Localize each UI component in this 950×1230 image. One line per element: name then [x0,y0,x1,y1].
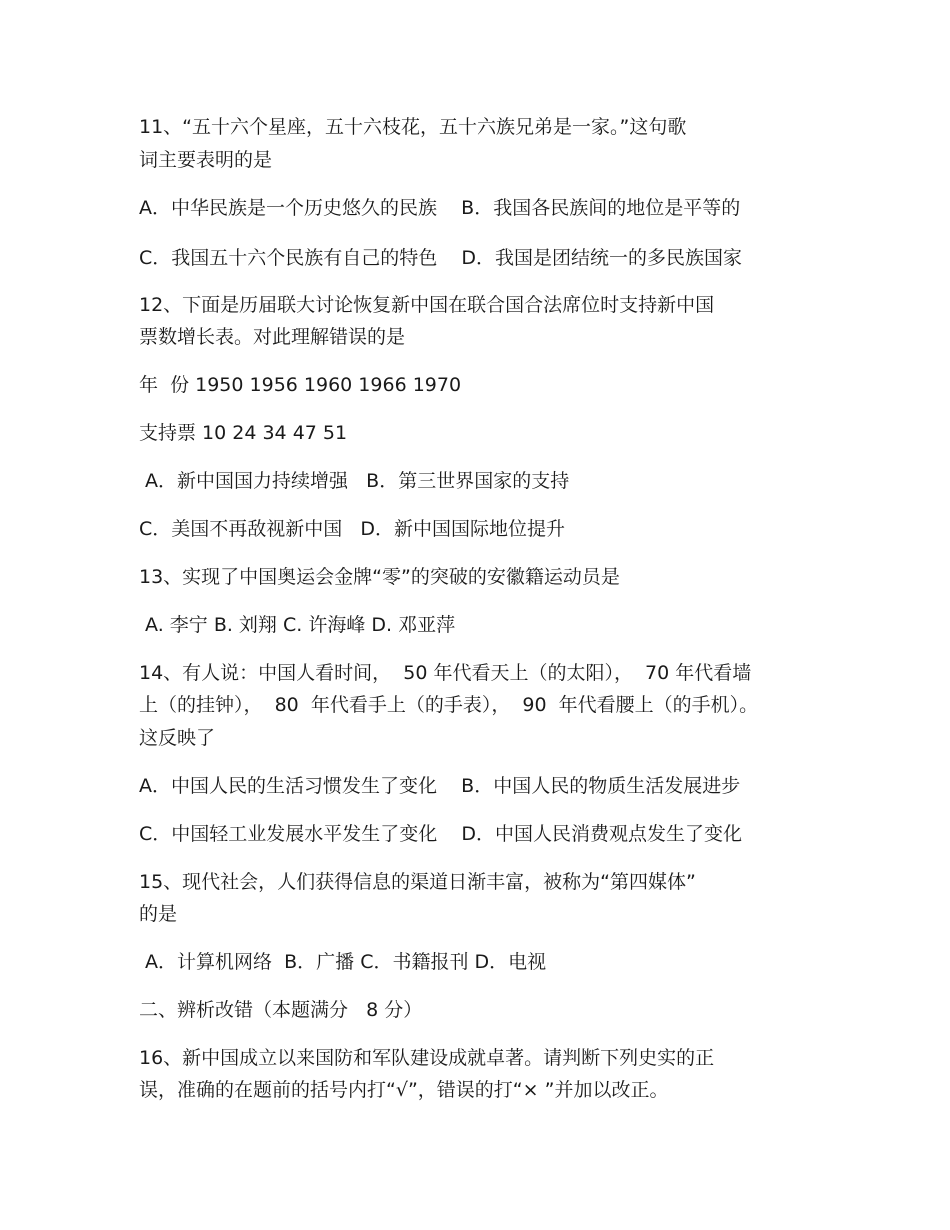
q15-stem-line-2: 的是 [139,903,178,925]
q12-stem-line-1: 12、下面是历届联大讨论恢复新中国在联合国合法席位时支持新中国 [139,294,715,316]
q15-options: A．计算机网络 B．广播 C．书籍报刊 D．电视 [139,951,547,973]
q11-stem-line-2: 词主要表明的是 [139,149,273,171]
section-2-heading: 二、辨析改错（本题满分 8 分） [139,999,423,1021]
q13-stem: 13、实现了中国奥运会金牌“零”的突破的安徽籍运动员是 [139,566,620,588]
q11-options-ab: A．中华民族是一个历史悠久的民族 B．我国各民族间的地位是平等的 [139,197,741,219]
q12-stem-line-2: 票数增长表。对此理解错误的是 [139,326,406,348]
q16-stem-line-2: 误，准确的在题前的括号内打“√”，错误的打“× ”并加以改正。 [139,1079,669,1101]
q15-stem-line-1: 15、现代社会，人们获得信息的渠道日渐丰富，被称为“第四媒体” [139,871,696,893]
q12-table-year-row: 年 份 1950 1956 1960 1966 1970 [139,374,462,396]
q11-options-cd: C．我国五十六个民族有自己的特色 D．我国是团结统一的多民族国家 [139,247,743,269]
q14-stem-line-2: 上（的挂钟）， 80 年代看手上（的手表）， 90 年代看腰上（的手机）。 [139,694,759,716]
q14-stem-line-3: 这反映了 [139,727,216,749]
q11-stem-line-1: 11、“五十六个星座，五十六枝花，五十六族兄弟是一家。”这句歌 [139,116,687,138]
q14-stem-line-1: 14、有人说：中国人看时间， 50 年代看天上（的太阳）， 70 年代看墙 [139,662,752,684]
q14-options-ab: A．中国人民的生活习惯发生了变化 B．中国人民的物质生活发展进步 [139,775,741,797]
q16-stem-line-1: 16、新中国成立以来国防和军队建设成就卓著。请判断下列史实的正 [139,1047,715,1069]
q13-options: A. 李宁 B. 刘翔 C. 许海峰 D. 邓亚萍 [139,614,456,636]
q12-options-cd: C．美国不再敌视新中国 D．新中国国际地位提升 [139,518,566,540]
q14-options-cd: C．中国轻工业发展水平发生了变化 D．中国人民消费观点发生了变化 [139,823,743,845]
q12-table-votes-row: 支持票 10 24 34 47 51 [139,422,348,444]
q12-options-ab: A．新中国国力持续增强 B．第三世界国家的支持 [139,470,570,492]
